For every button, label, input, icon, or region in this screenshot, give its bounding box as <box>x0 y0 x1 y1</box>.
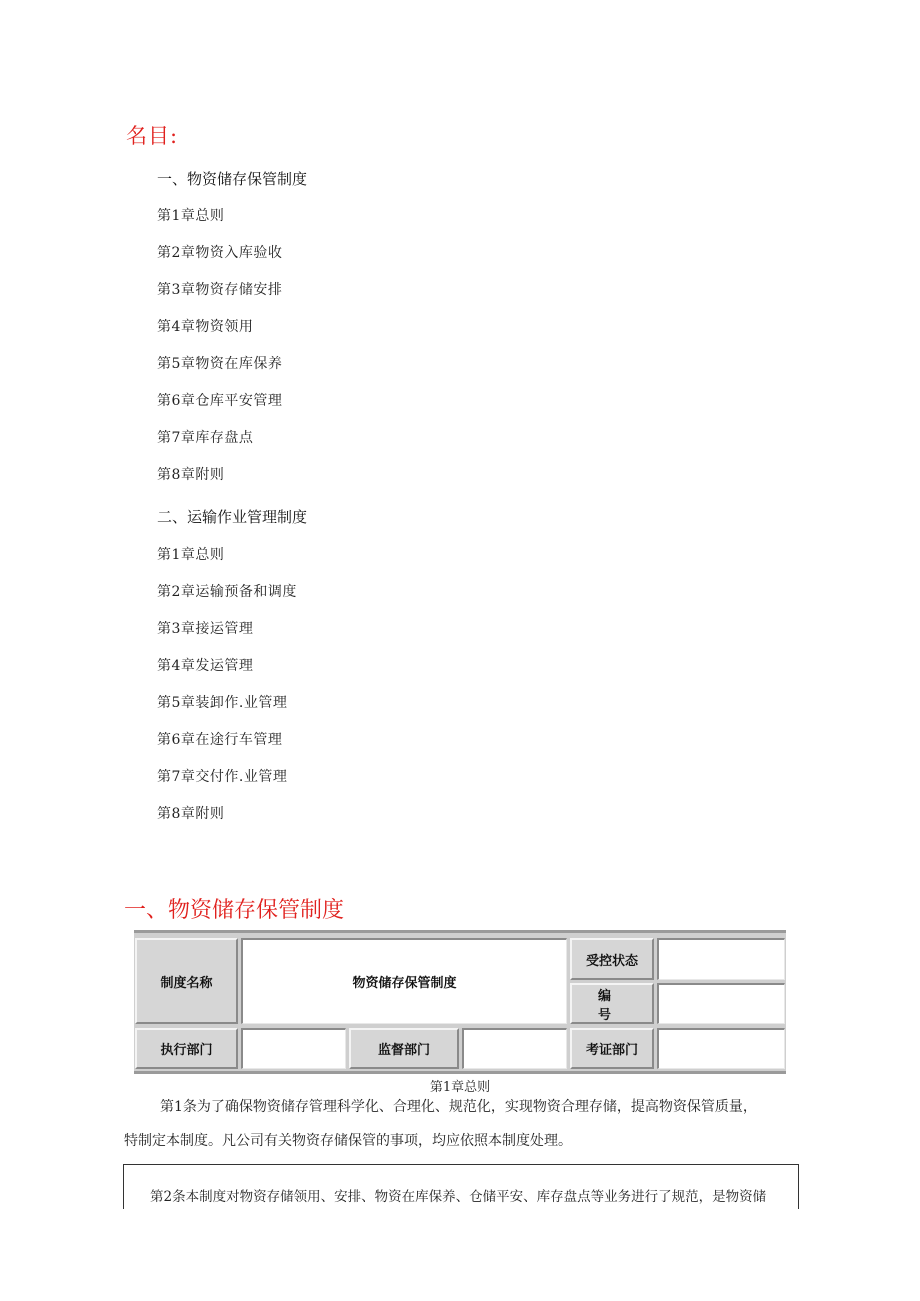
article-1-line-2: 特制定本制度。凡公司有关物资存储保管的事项，均应依照本制度处理。 <box>124 1133 572 1149</box>
toc-chapter: 第4章发运管理 <box>157 658 254 674</box>
exec-dept-label: 执行部门 <box>135 1028 238 1069</box>
control-status-label: 受控状态 <box>570 938 654 980</box>
section-heading: 一、物资储存保管制度 <box>124 898 345 923</box>
toc-chapter: 第1章总则 <box>157 208 225 224</box>
number-field[interactable] <box>657 983 785 1024</box>
toc-chapter: 第8章附则 <box>157 467 225 483</box>
toc-chapter: 第2章运输预备和调度 <box>157 584 297 600</box>
toc-chapter: 第3章接运管理 <box>157 621 254 637</box>
toc-chapter: 第2章物资入库验收 <box>157 245 283 261</box>
number-label: 编号 <box>570 983 654 1024</box>
toc-chapter: 第3章物资存储安排 <box>157 282 283 298</box>
control-status-field[interactable] <box>657 938 785 980</box>
toc-chapter: 第6章在途行车管理 <box>157 732 283 748</box>
policy-name-label: 制度名称 <box>135 938 238 1024</box>
verify-dept-label: 考证部门 <box>570 1028 654 1069</box>
supervise-dept-label: 监督部门 <box>349 1028 459 1069</box>
toc-chapter: 第5章装卸作.业管理 <box>157 695 288 711</box>
verify-dept-field[interactable] <box>657 1028 785 1069</box>
policy-info-form <box>134 930 786 1074</box>
chapter-title: 第1章总则 <box>429 1080 491 1095</box>
toc-chapter: 第1章总则 <box>157 547 225 563</box>
article-1-line-1: 第1条为了确保物资储存管理科学化、合理化、规范化，实现物资合理存储，提高物资保管质量， <box>160 1099 757 1115</box>
toc-chapter: 第5章物资在库保养 <box>157 356 283 372</box>
toc-heading: 名目: <box>126 124 179 148</box>
article-2-box <box>123 1164 799 1209</box>
supervise-dept-field[interactable] <box>462 1028 567 1069</box>
article-2-line-1: 第2条本制度对物资存储领用、安排、物资在库保养、仓储平安、库存盘点等业务进行了规范，是物资储 <box>150 1189 767 1205</box>
toc-chapter: 第8章附则 <box>157 806 225 822</box>
toc-chapter: 第7章库存盘点 <box>157 430 254 446</box>
exec-dept-field[interactable] <box>241 1028 346 1069</box>
table-of-contents <box>157 168 657 825</box>
toc-chapter: 第4章物资领用 <box>157 319 254 335</box>
toc-chapter: 第7章交付作.业管理 <box>157 769 288 785</box>
toc-chapter: 第6章仓库平安管理 <box>157 393 283 409</box>
policy-name-value: 物资储存保管制度 <box>241 938 567 1024</box>
toc-section-title: 一、物资储存保管制度 <box>157 170 308 188</box>
toc-section-title: 二、运输作业管理制度 <box>157 508 308 526</box>
